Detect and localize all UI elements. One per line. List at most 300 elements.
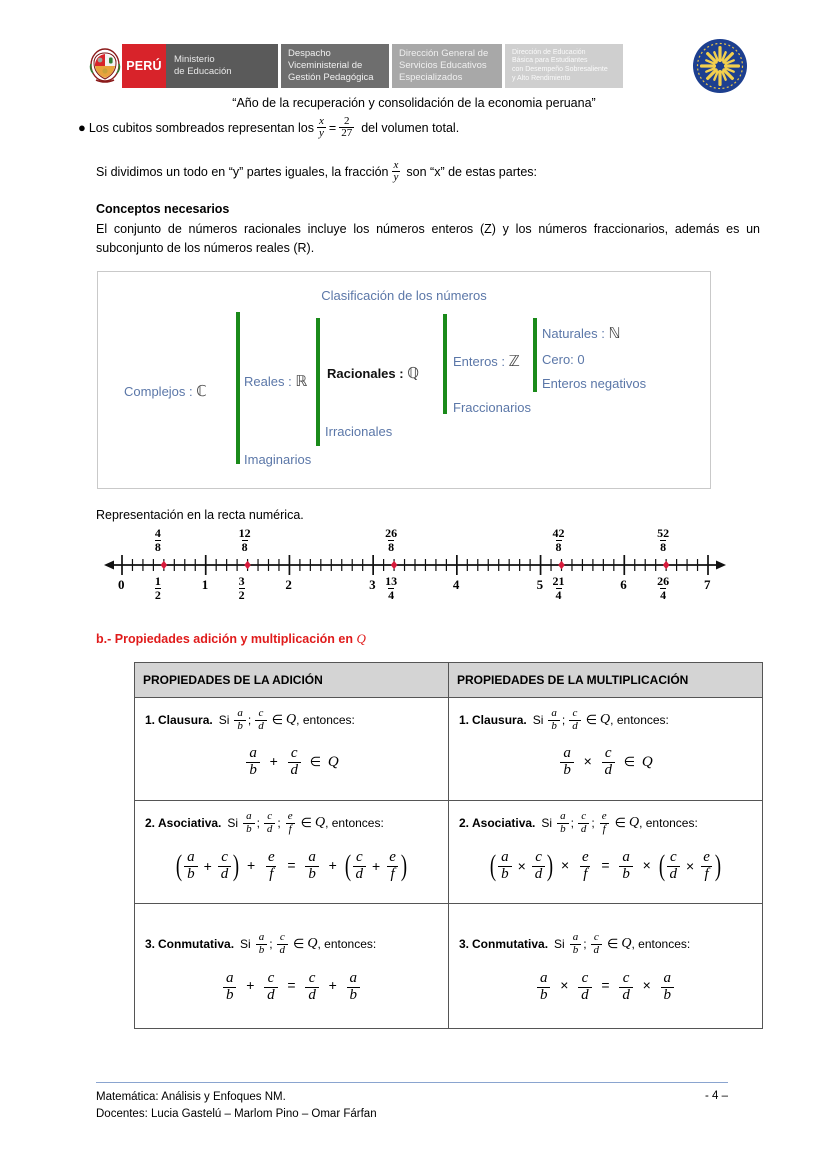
footer-divider: [96, 1082, 728, 1083]
fraction-numerator: c: [622, 969, 630, 986]
numberline-integer-label: 4: [452, 577, 460, 592]
fraction-a-over-b: [256, 932, 268, 956]
paren-open-icon: (: [490, 849, 497, 883]
cell-multiplication-asociativa: [449, 801, 763, 904]
fraction-denominator: d: [578, 823, 590, 836]
label-text: Cero: 0: [542, 352, 585, 367]
fraction-c-over-d: [578, 971, 592, 1004]
fraction-numerator: e: [267, 848, 275, 865]
fraction-denominator: 8: [388, 539, 395, 554]
property-name: Clausura.: [472, 713, 527, 728]
symbol-real: ℝ: [295, 374, 308, 390]
header-addition: PROPIEDADES DE LA ADICIÓN: [135, 663, 449, 698]
table-header-row: [135, 663, 763, 698]
member-symbol: ∈: [585, 712, 598, 728]
fraction-a-over-b: [223, 971, 237, 1004]
equals-sign: =: [287, 977, 296, 994]
diagram-label-reales: [244, 372, 307, 391]
fraction-denominator: y: [319, 127, 324, 139]
fraction-a-over-b: [305, 850, 319, 883]
bracket-bar-reales: [316, 318, 320, 446]
property-number: 2.: [459, 816, 470, 831]
member-symbol: ∈: [309, 754, 322, 770]
fraction-denominator: b: [619, 866, 633, 883]
coar-seal-icon: [692, 38, 748, 94]
table-row: [135, 801, 763, 904]
number-classification-diagram: [97, 271, 711, 489]
fraction-numerator: a: [187, 848, 195, 865]
fraction-denominator: d: [619, 987, 633, 1004]
fraction-e-over-f: [700, 850, 713, 883]
page-number: - 4 –: [704, 1090, 728, 1102]
header-multiplication: PROPIEDADES DE LA MULTIPLICACIÓN: [449, 663, 763, 698]
parenthesized-group: [345, 849, 407, 883]
label-text: Imaginarios: [244, 452, 312, 467]
numberline-fraction-above: [553, 527, 565, 553]
fraction-numerator: 26: [385, 526, 398, 540]
numberline-integer-label: 1: [201, 577, 209, 592]
fraction-denominator: 8: [660, 539, 667, 554]
equals-sign: =: [601, 856, 610, 873]
fraction-denominator: b: [560, 762, 574, 779]
fraction-a-over-b: [557, 811, 569, 835]
symbol-complex: ℂ: [196, 384, 207, 400]
footer-line-1: Matemática: Análisis y Enfoques NM.: [96, 1091, 286, 1103]
paren-open-icon: (: [658, 849, 665, 883]
fraction-c-over-d: [532, 850, 546, 883]
fraction-numerator: 52: [657, 526, 670, 540]
fraction-numerator: a: [563, 745, 571, 762]
fraction-denominator: 2: [154, 587, 161, 602]
fraction-numerator: a: [663, 969, 672, 986]
direccion-educacion-basica-block: [505, 44, 623, 88]
fraction-c-over-d: [264, 811, 276, 835]
diagram-label-imaginarios: [244, 452, 311, 467]
deb-line-4: y Alto Rendimiento: [512, 74, 571, 82]
diagram-title: Clasificación de los números: [321, 288, 487, 303]
property-equation: [459, 849, 752, 883]
property-si: Si: [554, 937, 565, 952]
direccion-general-line-2: Servicios Educativos: [399, 60, 487, 71]
property-number: 3.: [145, 937, 156, 952]
fraction-c-over-d: [569, 708, 581, 732]
fraction-denominator: f: [701, 866, 711, 883]
label-text: Reales :: [244, 374, 292, 389]
fraction-numerator: c: [669, 848, 677, 865]
diagram-label-cero: [542, 352, 585, 367]
fraction-a-over-b: [570, 932, 582, 956]
fraction-numerator: c: [355, 848, 363, 865]
property-entonces: , entonces:: [610, 713, 669, 728]
fraction-numerator: a: [560, 810, 566, 822]
fraction-c-over-d: [305, 971, 319, 1004]
property-entonces: , entonces:: [325, 816, 384, 831]
fraction-a-over-b: [234, 708, 246, 732]
fraction-numerator: 4: [154, 526, 161, 540]
fraction-numerator: c: [267, 969, 275, 986]
operator-plus: +: [328, 977, 337, 994]
fraction-a-over-b: [661, 971, 675, 1004]
property-name: Conmutativa.: [158, 937, 235, 952]
fraction-a-over-b: [537, 971, 551, 1004]
fraction-denominator: d: [288, 762, 302, 779]
numberline-integer-label: 6: [620, 577, 627, 592]
member-symbol: ∈: [607, 936, 619, 952]
fraction-a-over-b: [498, 850, 512, 883]
fraction-denominator: b: [570, 944, 582, 957]
ministry-line-2: de Educación: [174, 66, 232, 77]
property-si: Si: [532, 713, 544, 728]
fraction-denominator: 4: [660, 587, 667, 602]
fraction-denominator: 8: [555, 539, 562, 554]
operator-plus: +: [246, 977, 255, 994]
member-symbol: ∈: [614, 815, 626, 831]
despacho-block: [281, 44, 389, 88]
property-equation: [459, 746, 752, 779]
fraction-numerator: c: [221, 848, 228, 865]
bracket-bar-racionales: [443, 314, 447, 414]
fraction-numerator: a: [349, 969, 358, 986]
fraction-denominator: f: [580, 866, 590, 883]
diagram-label-racionales: [327, 364, 419, 383]
numberline-fraction-above: [239, 527, 251, 553]
fraction-numerator: c: [604, 745, 612, 762]
fraction-x-over-y: [317, 116, 326, 139]
fraction-x-over-y: [392, 160, 401, 183]
direccion-general-block: [392, 44, 502, 88]
fraction-denominator: d: [218, 866, 232, 883]
member-symbol: ∈: [271, 712, 284, 728]
property-equation: [459, 971, 752, 1004]
property-title: [145, 932, 438, 956]
numberline-fraction-below: [385, 575, 397, 601]
member-symbol: ∈: [623, 754, 636, 770]
fraction-denominator: b: [246, 762, 260, 779]
property-title: [459, 811, 752, 835]
fraction-c-over-d: [619, 971, 633, 1004]
fraction-denominator: 8: [241, 539, 248, 554]
paragraph-si-dividimos: [96, 160, 796, 183]
diagram-label-enteros-negativos: [542, 376, 646, 391]
si-text-post: son “x” de estas partes:: [406, 164, 538, 179]
numberline-fraction-above: [155, 527, 161, 553]
table-row: [135, 698, 763, 801]
fraction-denominator: b: [661, 987, 675, 1004]
section-b-heading: [96, 631, 366, 647]
paren-open-icon: (: [344, 849, 351, 883]
fraction-numerator: e: [287, 810, 293, 822]
fraction-e-over-f: [386, 850, 399, 883]
operator-plus: +: [269, 753, 278, 770]
peru-coat-of-arms-icon: [88, 44, 122, 88]
fraction-c-over-d: [578, 811, 590, 835]
fraction-denominator: f: [600, 823, 609, 836]
equals-sign: =: [601, 977, 610, 994]
member-symbol: ∈: [300, 815, 312, 831]
property-number: 1.: [459, 713, 470, 728]
fraction-numerator: a: [249, 745, 257, 762]
fraction-a-over-b: [347, 971, 361, 1004]
fraction-denominator: d: [569, 720, 581, 733]
fraction-numerator: 26: [657, 574, 670, 588]
despacho-line-2: Viceministerial de: [288, 60, 363, 71]
fraction-numerator: 2: [343, 115, 350, 127]
fraction-denominator: b: [256, 944, 268, 957]
fraction-numerator: c: [290, 745, 298, 762]
table-row: [135, 904, 763, 1029]
fraction-numerator: x: [393, 159, 399, 171]
property-separator: ;: [583, 937, 587, 952]
fraction-e-over-f: [599, 811, 610, 835]
fraction-a-over-b: [243, 811, 255, 835]
property-separator: ;: [277, 816, 281, 831]
fraction-numerator: 12: [238, 526, 251, 540]
fraction-numerator: 1: [154, 574, 161, 588]
parenthesized-group: [176, 849, 239, 883]
fraction-denominator: b: [305, 866, 319, 883]
fraction-denominator: b: [243, 823, 255, 836]
paren-open-icon: (: [176, 849, 183, 883]
diagram-label-irracionales: [325, 424, 392, 439]
bullet-text-post: del volumen total.: [361, 120, 460, 135]
fraction-denominator: b: [234, 720, 246, 733]
operator-times: ×: [517, 858, 526, 875]
paren-close-icon: ): [400, 849, 407, 883]
fraction-numerator: e: [601, 810, 607, 822]
operator-times: ×: [642, 977, 651, 994]
fraction-c-over-d: [667, 850, 681, 883]
fraction-denominator: b: [548, 720, 560, 733]
property-equation: [145, 746, 438, 779]
fraction-numerator: a: [622, 848, 630, 865]
fraction-numerator: e: [703, 848, 710, 865]
fraction-denominator: d: [667, 866, 681, 883]
fraction-a-over-b: [560, 746, 574, 779]
section-b-symbol: Q: [356, 631, 366, 646]
set-symbol: Q: [600, 712, 611, 728]
label-text: Irracionales: [325, 424, 393, 439]
fraction-denominator: 27: [341, 127, 353, 139]
symbol-natural: ℕ: [608, 326, 621, 342]
numberline-integer-label: 0: [118, 577, 125, 592]
conceptos-paragraph: El conjunto de números racionales incluye los números enteros (Z) y los números fraccionarios, además es un subconjunto de los números reales (R).: [96, 222, 760, 255]
fraction-numerator: 3: [238, 574, 245, 588]
property-separator: ;: [247, 713, 252, 728]
fraction-numerator: c: [593, 931, 599, 944]
numberline-fraction-above: [385, 527, 397, 553]
equals-sign: =: [287, 856, 296, 873]
conceptos-heading: Conceptos necesarios: [96, 202, 230, 216]
deb-line-1: Dirección de Educación: [512, 48, 586, 56]
label-text: Fraccionarios: [453, 400, 532, 415]
fraction-numerator: a: [572, 931, 579, 944]
member-symbol: ∈: [293, 936, 305, 952]
symbol-integer: ℤ: [508, 354, 520, 370]
fraction-c-over-d: [264, 971, 278, 1004]
cell-multiplication-conmutativa: [449, 904, 763, 1029]
symbol-rational: ℚ: [407, 366, 420, 382]
property-si: Si: [541, 816, 553, 831]
fraction-numerator: a: [237, 707, 243, 719]
fraction-denominator: d: [264, 987, 278, 1004]
paren-close-icon: ): [233, 849, 240, 883]
fraction-denominator: d: [255, 720, 267, 733]
fraction-2-over-27: [339, 116, 354, 139]
fraction-c-over-d: [255, 708, 267, 732]
fraction-denominator: d: [264, 823, 276, 836]
operator-plus: +: [247, 856, 256, 873]
fraction-numerator: 21: [552, 574, 565, 588]
fraction-denominator: y: [393, 171, 399, 183]
bullet-dot-icon: ●: [78, 120, 86, 135]
operator-times: ×: [686, 858, 695, 875]
fraction-numerator: c: [572, 707, 578, 719]
fraction-numerator: c: [308, 969, 316, 986]
fraction-e-over-f: [285, 811, 296, 835]
bullet-cubitos: [78, 116, 778, 139]
property-equation: [145, 849, 438, 883]
paren-close-icon: ): [714, 849, 721, 883]
operator-times: ×: [583, 753, 592, 770]
bracket-bar-enteros: [533, 318, 537, 392]
label-text: Enteros :: [453, 354, 506, 369]
peru-label-block: [122, 44, 166, 88]
cell-multiplication-clausura: [449, 698, 763, 801]
fraction-denominator: b: [498, 866, 512, 883]
diagram-label-fraccionarios: [453, 400, 531, 415]
number-line-axis: [104, 535, 728, 595]
equals-sign: =: [328, 120, 337, 135]
fraction-denominator: b: [347, 987, 361, 1004]
fraction-denominator: f: [266, 866, 276, 883]
deb-line-3: con Desempeño Sobresaliente: [512, 66, 608, 73]
property-title: [145, 811, 438, 835]
properties-table: [134, 662, 763, 1029]
set-symbol: Q: [307, 936, 318, 952]
label-text: Naturales :: [542, 326, 605, 341]
school-year-motto: “Año de la recuperación y consolidación de la economia peruana”: [232, 96, 596, 110]
fraction-numerator: c: [258, 707, 264, 719]
property-name: Asociativa.: [158, 816, 222, 831]
operator-times: ×: [560, 977, 569, 994]
fraction-c-over-d: [288, 746, 302, 779]
property-si: Si: [240, 937, 251, 952]
operator-plus: +: [372, 858, 381, 875]
institutional-header: [88, 44, 728, 88]
parenthesized-group: [659, 849, 721, 883]
operator-times: ×: [642, 856, 651, 873]
label-text: Enteros negativos: [542, 376, 647, 391]
fraction-numerator: a: [551, 707, 557, 719]
set-symbol: Q: [286, 712, 297, 728]
fraction-denominator: d: [532, 866, 546, 883]
cell-addition-clausura: [135, 698, 449, 801]
numberline-fraction-above: [657, 527, 669, 553]
fraction-denominator: d: [602, 762, 616, 779]
fraction-denominator: d: [578, 987, 592, 1004]
bullet-text-pre: Los cubitos sombreados representan los: [88, 120, 314, 135]
property-title: [145, 708, 438, 732]
despacho-line-3: Gestión Pedagógica: [288, 72, 374, 83]
fraction-denominator: f: [387, 866, 397, 883]
number-line-figure: [104, 526, 728, 613]
label-text: Racionales :: [327, 366, 404, 381]
fraction-numerator: c: [267, 810, 273, 822]
numberline-fraction-below: [155, 575, 161, 601]
despacho-line-1: Despacho: [288, 48, 331, 59]
fraction-a-over-b: [548, 708, 560, 732]
set-symbol: Q: [641, 754, 653, 771]
footer-line-2: Docentes: Lucia Gastelú – Marlom Pino – Omar Fárfan: [96, 1108, 377, 1120]
si-text-pre: Si dividimos un todo en “y” partes iguales, la fracción: [96, 164, 389, 179]
fraction-denominator: f: [286, 823, 295, 836]
fraction-c-over-d: [602, 746, 616, 779]
property-title: [459, 708, 752, 732]
property-separator: ;: [570, 816, 574, 831]
numberline-integer-label: 3: [369, 577, 376, 592]
set-symbol: Q: [314, 815, 326, 831]
fraction-denominator: 4: [555, 587, 562, 602]
property-equation: [145, 971, 438, 1004]
numberline-fraction-below: [239, 575, 245, 601]
numberline-integer-label: 7: [704, 577, 711, 592]
operator-times: ×: [561, 856, 570, 873]
property-si: Si: [227, 816, 239, 831]
property-separator: ;: [269, 937, 273, 952]
numberline-integer-label: 5: [536, 577, 544, 592]
direccion-general-line-3: Especializados: [399, 72, 463, 83]
fraction-numerator: c: [279, 931, 285, 944]
diagram-label-complejos: [124, 382, 207, 401]
fraction-numerator: a: [501, 848, 509, 865]
label-text: Complejos :: [124, 384, 193, 399]
property-entonces: , entonces:: [317, 937, 377, 952]
fraction-denominator: b: [557, 823, 569, 836]
operator-plus: +: [203, 858, 212, 875]
deb-line-2: Básica para Estudiantes: [512, 57, 588, 65]
property-name: Clausura.: [158, 713, 213, 728]
fraction-numerator: a: [246, 810, 252, 822]
numberline-fraction-below: [553, 575, 565, 601]
fraction-denominator: d: [305, 987, 319, 1004]
bracket-bar-complejos: [236, 312, 240, 464]
fraction-e-over-f: [579, 850, 592, 883]
fraction-denominator: b: [184, 866, 198, 883]
fraction-c-over-d: [353, 850, 367, 883]
fraction-c-over-d: [218, 850, 232, 883]
fraction-e-over-f: [265, 850, 278, 883]
direccion-general-line-1: Dirección General de: [399, 48, 489, 59]
parenthesized-group: [490, 849, 553, 883]
property-separator: ;: [256, 816, 260, 831]
fraction-numerator: c: [581, 810, 587, 822]
fraction-a-over-b: [246, 746, 260, 779]
fraction-numerator: e: [389, 848, 396, 865]
fraction-denominator: 4: [388, 587, 395, 602]
property-si: Si: [218, 713, 230, 728]
property-entonces: , entonces:: [639, 816, 698, 831]
fraction-denominator: 2: [238, 587, 245, 602]
fraction-a-over-b: [184, 850, 198, 883]
fraction-denominator: d: [591, 944, 603, 957]
numberline-integer-label: 2: [285, 577, 292, 592]
fraction-c-over-d: [277, 932, 289, 956]
property-name: Asociativa.: [472, 816, 536, 831]
fraction-denominator: b: [223, 987, 237, 1004]
diagram-label-naturales: [542, 324, 621, 343]
fraction-c-over-d: [591, 932, 603, 956]
fraction-denominator: b: [537, 987, 551, 1004]
